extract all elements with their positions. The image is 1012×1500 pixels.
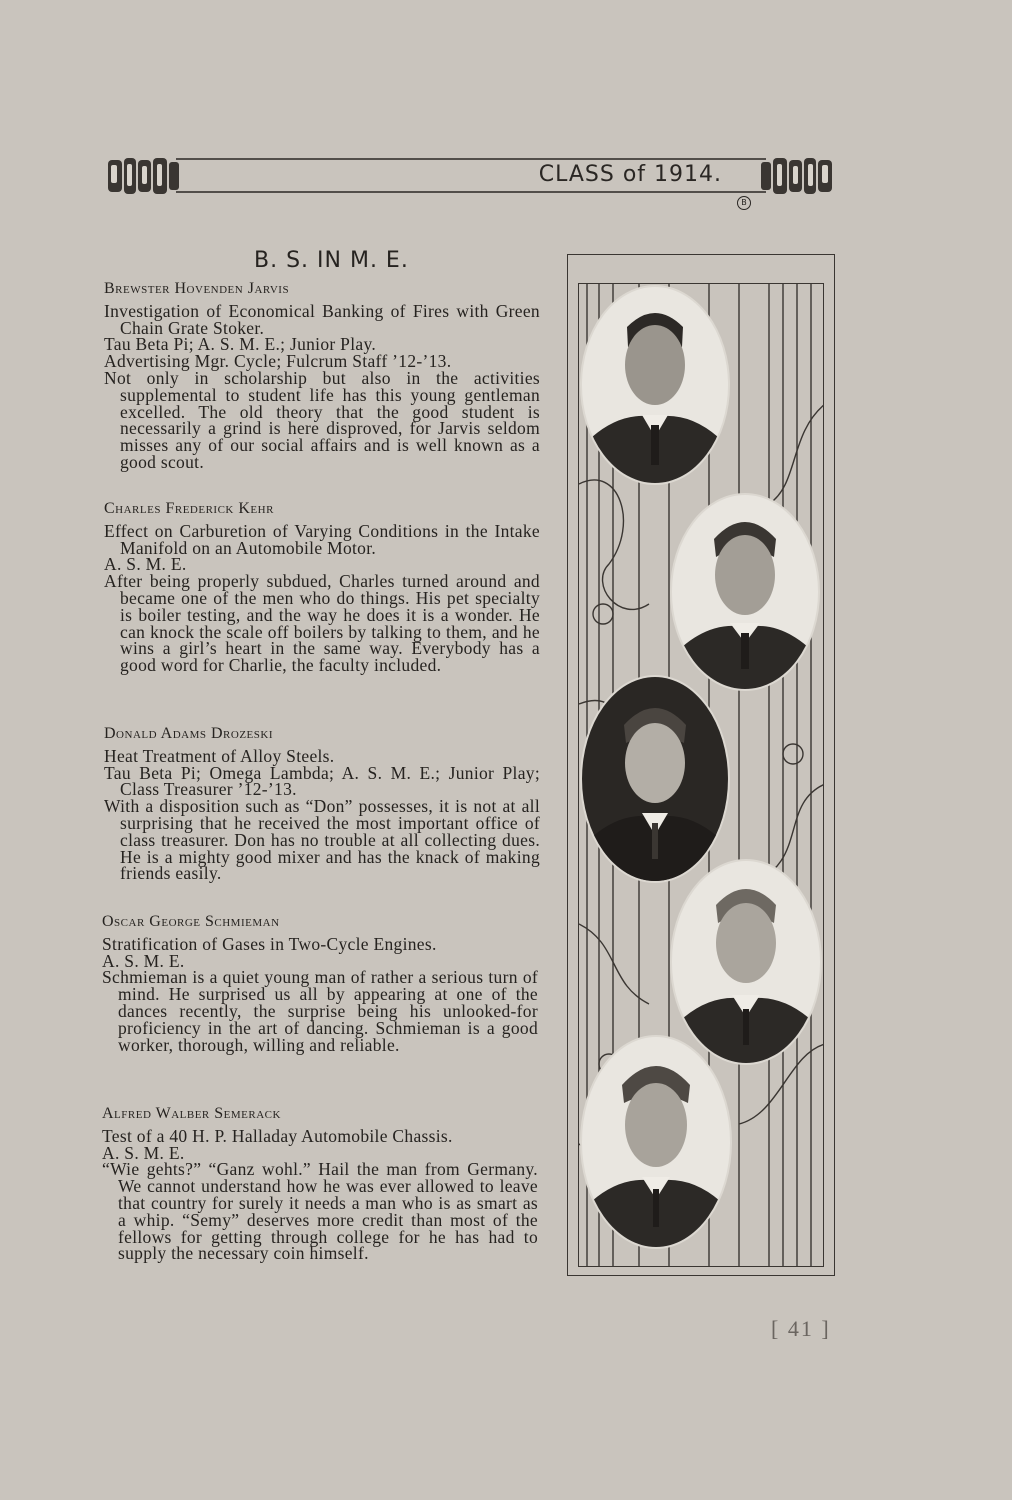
activities: A. S. M. E. xyxy=(102,950,185,971)
student-entry-schmieman xyxy=(102,914,538,1053)
student-name: Donald Adams Drozeski xyxy=(104,725,274,742)
portrait-panel xyxy=(567,254,835,1276)
student-name: Oscar George Schmieman xyxy=(102,913,280,930)
portrait-semerack xyxy=(580,1035,732,1249)
biography: After being properly subdued, Charles turned around and became one of the men who do things. His pet specialty is boiler testing, and the way he does it is a wonder. He can knock the scale off boilers by talking to them, and he wins a girl’s heart in the same way. Everybody has a good word for Charlie, the faculty included. xyxy=(104,571,540,676)
activities: Tau Beta Pi; A. S. M. E.; Junior Play. xyxy=(104,334,377,355)
thesis-title: Test of a 40 H. P. Halladay Automobile Chassis. xyxy=(102,1125,453,1146)
portrait-jarvis xyxy=(580,285,730,485)
thesis-title: Investigation of Economical Banking of Fires with Green Chain Grate Stoker. xyxy=(104,300,540,338)
thesis-title: Heat Treatment of Alloy Steels. xyxy=(104,745,335,766)
activities: A. S. M. E. xyxy=(102,1142,185,1163)
banner-title: CLASS of 1914. xyxy=(538,162,722,187)
student-name: Alfred Walber Semerack xyxy=(102,1105,281,1122)
student-name: Brewster Hovenden Jarvis xyxy=(104,280,290,297)
student-entry-drozeski xyxy=(104,726,540,882)
monogram-emblem: B xyxy=(737,196,751,210)
biography: Schmieman is a quiet young man of rather a serious turn of mind. He surprised us all by appearing at one of the dances recently, the surprise being his unlooked-for proficiency in the art of dancing. Schmieman is a good worker, thorough, willing and reliable. xyxy=(102,967,538,1055)
banner-ornament xyxy=(106,156,834,198)
page-number: [ 41 ] xyxy=(771,1316,831,1341)
activities: Tau Beta Pi; Omega Lambda; A. S. M. E.; Junior Play; Class Treasurer ’12-’13. xyxy=(104,762,540,800)
biography: Not only in scholarship but also in the activities supplemental to student life has this young gentleman excelled. The old theory that the good student is necessarily a grind is here disproved, for Jarvis seldom misses any of our social affairs and is well known as a good scout. xyxy=(104,367,540,472)
degree-heading: B. S. IN M. E. xyxy=(254,248,409,273)
student-entry-jarvis xyxy=(104,281,540,471)
biography: With a disposition such as “Don” possesses, it is not at all surprising that he received the most important office of class treasurer. Don has no trouble at all collecting dues. He is a mighty good mixer and has the knack of making friends easily. xyxy=(104,796,540,884)
portrait-schmieman xyxy=(670,859,822,1065)
student-entry-kehr xyxy=(104,501,540,674)
activities: Advertising Mgr. Cycle; Fulcrum Staff ’12-’13. xyxy=(104,351,452,372)
thesis-title: Effect on Carburetion of Varying Conditions in the Intake Manifold on an Automobile Motor. xyxy=(104,520,540,558)
student-name: Charles Frederick Kehr xyxy=(104,500,274,517)
student-entry-semerack xyxy=(102,1106,538,1262)
portrait-drozeski xyxy=(580,675,730,883)
header-banner xyxy=(106,156,834,198)
portrait-kehr xyxy=(670,493,820,691)
activities: A. S. M. E. xyxy=(104,554,187,575)
thesis-title: Stratification of Gases in Two-Cycle Engines. xyxy=(102,933,437,954)
biography: “Wie gehts?” “Ganz wohl.” Hail the man from Germany. We cannot understand how he was ever allowed to leave that country for surely it needs a man who is as smart as a whip. “Semy” deserves more credit than most of the fellows for getting through college for he has had to supply the necessary coin himself. xyxy=(102,1159,538,1264)
